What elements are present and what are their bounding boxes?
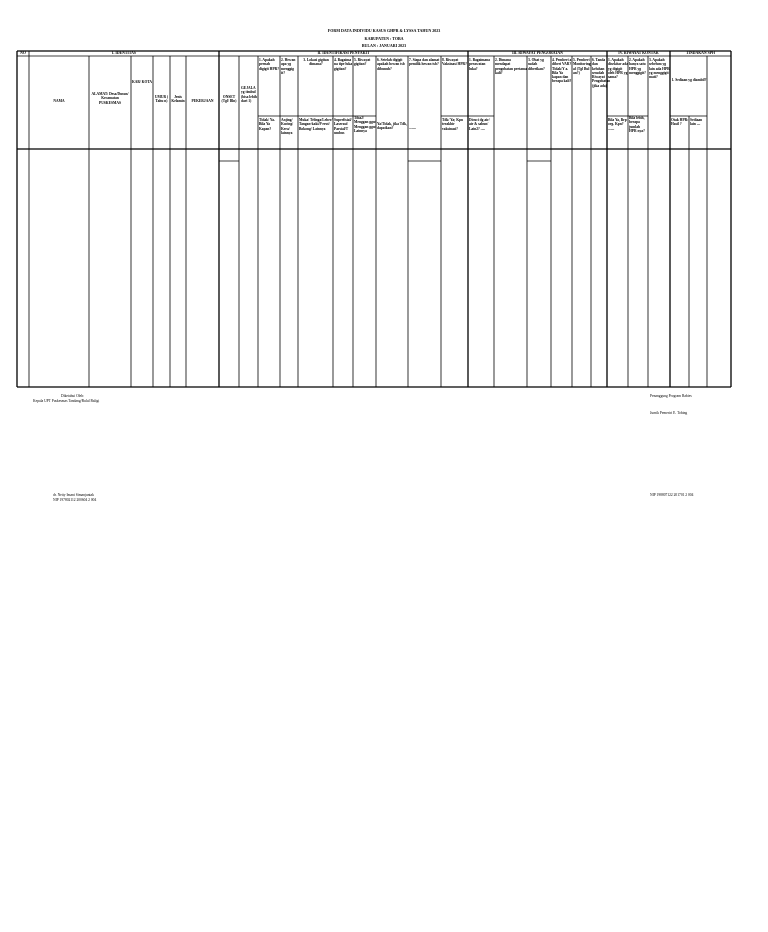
col-q4-options: Superfisial/ Laserasi/ Parsial/T umbus: [334, 118, 352, 135]
footer-left-name: dr. Netty Imani Simanjuntak: [53, 493, 94, 497]
col-k1-options: Bila Ya, Brp org. Kpn? .......: [608, 118, 627, 131]
section-pengobatan: III. RIWAYAT PENGOBATAN: [512, 51, 563, 55]
col-onset-header: ONSET (Tgl/ Bln): [221, 95, 237, 104]
col-k2-header: 2. Apakah hanya satu HPR yg menggigit?: [629, 58, 646, 75]
col-q1-options: Tidak/ Ya. Bila Ya Kapan?: [259, 118, 275, 131]
col-nama-header: NAMA: [53, 99, 65, 103]
col-q8-options: Tdk/ Ya; Kpn terakhir vaksinasi?: [442, 118, 464, 131]
col-p1-options: Dicuci dg air/ air & sabun/ Lain2? .....: [469, 118, 490, 131]
col-kabkota-header: KAB/ KOTA: [132, 80, 153, 84]
col-q5-header: 5. Riwayat gigitan?: [354, 58, 371, 67]
col-q3-header: 3. Lokasi gigitan dimana?: [303, 58, 329, 67]
footer-kepala-upt: Kepala UPT Puskesmas Tandang/Bulul Baligi: [33, 399, 100, 403]
col-q7-header: 7. Siapa dan alamat pemilik hewan tsb?: [409, 58, 440, 67]
col-q6-header: 6. Setelah digigit apakah hewan tsb dibunuh?: [377, 58, 405, 71]
col-p2-header: 2. Dimana mendapat pengobatan pertama kali?: [495, 58, 527, 75]
section-tindakan: TINDAKAN SPH: [685, 51, 715, 55]
col-q7-options: ........: [409, 126, 417, 130]
col-q1-header: 1. Apakah pernah digigit HPR?: [259, 58, 280, 71]
col-sediaan-header: 1. Sediaan yg diambil?: [671, 78, 707, 82]
col-q5-options: Tiba2/ Menggan ggu/ Menggan ggu/ Lainnya: [354, 116, 376, 133]
col-sediaan-lain: Sediaan lain ....: [690, 118, 703, 127]
footer-left-nip: NIP 197802112 200604 2 004: [53, 498, 97, 502]
col-p1-header: 1. Bagaimana perawatan luka?: [469, 58, 490, 71]
col-p4-header: 4. Pemberi a diberi VAR? Tidak/Y a. Bila Ya kapan dan berapa kali?: [552, 58, 572, 84]
col-p3-header: 3. Obat yg sudah diberikan?: [528, 58, 545, 71]
form-bulan: BULAN : JANUARI 2023: [361, 43, 407, 48]
col-q2-header: 2. Hewan apa yg menggig it?: [281, 58, 296, 75]
col-p5-header: 5. Pemberi Monitoring al (Tgl Bul an?): [573, 58, 591, 75]
footer-diketahui: Diketahui Oleh:: [61, 394, 85, 398]
col-no-header: NO: [20, 51, 26, 55]
col-jenis-kelamin-header: Jenis Kelamin: [171, 95, 185, 104]
section-kontak: IV. RIWAYAT KONTAK: [618, 51, 659, 55]
col-q4-header: 4. Bagaima na tipe luka gigitan?: [334, 58, 353, 71]
section-identifikasi: II. IDENTIFIKASI PENYAKIT: [317, 51, 370, 55]
form-title: FORM DATA INDIVIDU KASUS GHPR & LYSSA TAHUN 2023: [327, 28, 441, 33]
col-k3-header: 3. Apakah sebelum yg lain ada HPR yg menggigit mati?: [649, 58, 670, 80]
form-kabupaten: KABUPATEN : TOBA: [364, 36, 404, 41]
col-alamat-header: ALAMAT: Desa/Dusun/ Kecamatan PUSKESMAS: [91, 92, 129, 105]
col-umur-header: UMUR ( Tahu n): [154, 95, 169, 104]
footer-penanggung: Penanggung Program Rabies: [650, 394, 692, 398]
footer-right-nip: NIP 198807122 201701 2 004: [650, 493, 694, 497]
col-p6-header: 6. Tanda dan keluhan sesudah Riwayat Pengobatan (jika ada): [592, 58, 611, 88]
col-gejala-header: GEJALA yg timbul (bisa lebih dari 1): [241, 86, 257, 103]
col-k2-options: Bila lebih, berapa jumlah HPR nya?: [629, 116, 645, 133]
col-otak-hpr: Otak HPR: Hasil ?: [671, 118, 689, 127]
col-q6-options: Ya/Tidak, jika Tdk, dapatkan?: [377, 122, 408, 131]
col-k1-header: 1. Apakah disekitar ada yg digigit oleh HPR yg sama?: [608, 58, 629, 80]
col-pekerjaan-header: PEKERJAAN: [191, 99, 214, 103]
col-q3-options: Muka/ Telinga/Leher/ Tangan-kaki/P erut/ Bokong/ Lainnya: [299, 118, 333, 131]
col-q2-options: Anjing/ Kucing/ Kera/ lainnya: [281, 118, 294, 135]
section-identitas: I. IDENTITAS: [112, 51, 136, 55]
footer-right-name: Jurnik Pemeriri E. Tobing: [650, 411, 688, 415]
col-q8-header: 8. Riwayat Vaksinasi HPR?: [442, 58, 467, 67]
